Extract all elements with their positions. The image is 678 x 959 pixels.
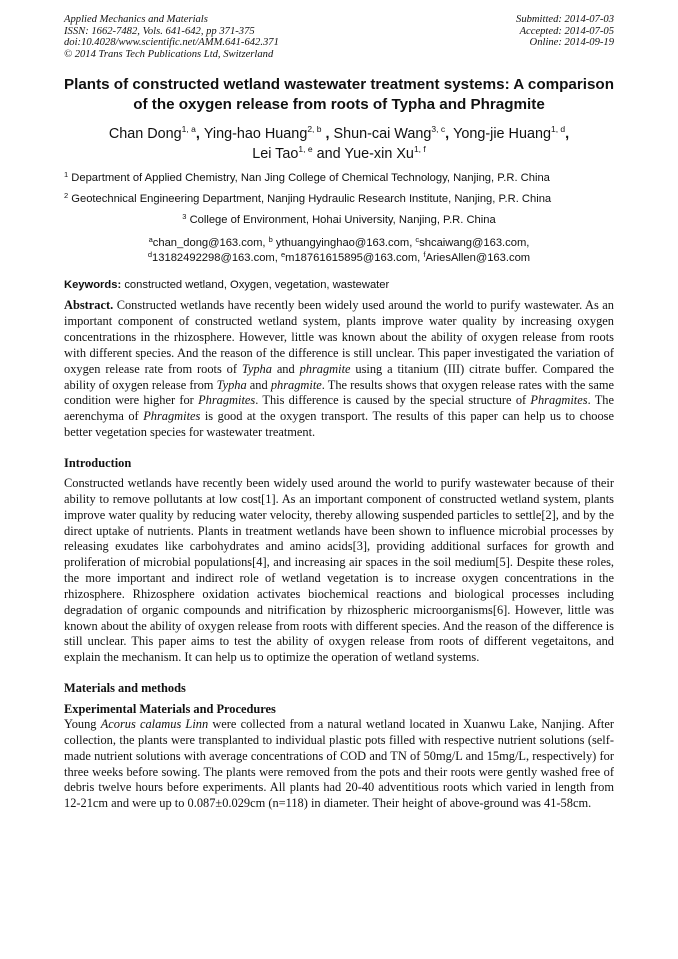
author-name: Ying-hao Huang	[203, 126, 308, 143]
introduction-heading: Introduction	[64, 455, 132, 470]
email-link[interactable]: 13182492298@163.com	[152, 252, 275, 265]
journal-info	[64, 14, 279, 60]
author-sup: 2, b	[307, 124, 322, 135]
methods-subheading: Experimental Materials and Procedures	[64, 702, 276, 717]
affiliation-2: $^2$ Geotechnical Engineering Department, Nanjing Hydraulic Research Institute, Nanjing, P.R. China	[64, 191, 552, 206]
accepted-date: Accepted: 2014-07-05	[519, 25, 614, 37]
author-sup: 1, a	[181, 124, 196, 135]
author-name: Chan Dong	[108, 126, 182, 143]
author-separator: ,	[565, 126, 570, 143]
publication-dates	[516, 14, 614, 60]
author-name: Lei Tao	[252, 146, 299, 163]
author-sup: 1, f	[413, 144, 426, 155]
online-date: Online: 2014-09-19	[529, 37, 614, 49]
journal-issn: ISSN: 1662-7482, Vols. 641-642, pp 371-375	[64, 25, 255, 37]
introduction-text: Constructed wetlands have recently been widely used around the world to purify wastewater because of their ability to remove pollutants at low cost[1]. As an important component of constructed wetland system, plants improve water quality by reducing water velocity, thereby allowing suspended particles to settle[2], and by the direct uptake of nutrients. Plants in treatment wetlands have been shown to influence microbial processes by releasing exudates like carbohydrates and amino acids[3], providing additional surfaces for growth and proliferation of microbial populations[4], and increasing air spaces in the soil medium[5]. Despite these roles, the more important and indirect role of wetland vegetation is to increase oxygen concentrations in the rhizosphere. Rhizosphere oxidation activates biochemical reactions and biological processes including degradation of organic compounds and nitrification by rhizospheric microorganisms[6]. However, little was known about the ability of oxygen release from roots with different species. And the reason of the difference is still unclear. This paper aims to test the ability of oxygen release from roots of different vegetaitons, and explain the mechanism. It can help us to optimize the operation of wetland systems.	[64, 475, 614, 665]
email-link[interactable]: m18761615895@163.com	[285, 252, 418, 265]
email-link[interactable]: shcaiwang@163.com	[419, 237, 527, 250]
email-link[interactable]: ythuangyinghao@163.com	[275, 237, 410, 250]
methods-text: Young Acorus calamus Linn were collected from a natural wetland located in Xuanwu Lake, Nanjing. After collection, the plants were transplanted to individual plastic pots filled with respective nutrient solutions (self-made nutrient solutions with average concentrations of COD and TN of 50mg/L and 15mg/L, respectively) for three weeks before sowing. The plants were removed from the pots and their roots were gently washed free of debris twelve hours before experiments. All plants had 20-40 adventitious roots which varied in length from 12-21cm and were up to 0.087±0.029cm (n=118) in diameter. Their height of above-ground was 41-58cm.	[64, 717, 614, 811]
journal-copyright: © 2014 Trans Tech Publications Ltd, Switzerland	[64, 48, 274, 60]
keywords-text: constructed wetland, Oxygen, vegetation, wastewater	[124, 279, 390, 292]
author-separator: ,	[195, 126, 204, 143]
methods-heading: Materials and methods	[64, 681, 186, 696]
author-name: Shun-cai Wang	[333, 126, 432, 143]
email-link[interactable]: chan_dong@163.com	[152, 237, 263, 250]
author-sup: 1, d	[550, 124, 566, 135]
affiliation-1: $^1$ Department of Applied Chemistry, Nan Jing College of Chemical Technology, Nanjing, P.R. China	[64, 170, 550, 185]
author-name: Yong-jie Huang	[453, 126, 551, 143]
journal-doi: doi:10.4028/www.scientific.net/AMM.641-642.371	[64, 37, 279, 49]
submitted-date: Submitted: 2014-07-03	[516, 14, 614, 25]
author-separator: ,	[445, 126, 454, 143]
author-list	[64, 124, 614, 164]
abstract: Abstract. Constructed wetlands have recently been widely used around the world to purify wastewater. As an important component of constructed wetland system, plants improve water quality by increasing oxygen concentrations in the rhizosphere. However, little was known about the ability of oxygen release from roots with different species. And the reason of the difference is still unclear. This paper investigated the variation of oxygen release rate from roots of Typha and phragmite using a titanium (III) citrate buffer. Compared the ability of oxygen release from Typha and phragmite. The results shows that oxygen release rates with the same condition were higher for Phragmites. This difference is caused by the special structure of Phragmites. The aerenchyma of Phragmites is good at the oxygen transport. The results of this paper can help us to choose better vegetation species for wastewater treatment.	[64, 298, 614, 440]
author-separator: ,	[321, 126, 334, 143]
affiliation-3: $^3$ College of Environment, Hohai University, Nanjing, P.R. China	[182, 212, 496, 227]
author-separator: and	[312, 146, 345, 163]
author-emails: $^a$chan_dong@163.com, $^b$ ythuangyinghao@163.com, $^c$shcaiwang@163.com, $^d$13182492298@163.com, $^e$m18761615895@163.com, $^f$AriesAllen@163.com	[147, 235, 531, 265]
abstract-label: Abstract.	[64, 298, 114, 313]
journal-header	[64, 14, 614, 60]
paper-title: Plants of constructed wetland wastewater treatment systems: A comparison of the oxygen release from roots of Typha and Phragmite	[64, 76, 614, 114]
author-sup: 1, e	[298, 144, 313, 155]
journal-name: Applied Mechanics and Materials	[64, 14, 208, 25]
author-sup: 3, c	[431, 124, 446, 135]
keywords	[64, 278, 614, 292]
author-name: Yue-xin Xu	[344, 146, 414, 163]
email-link[interactable]: AriesAllen@163.com	[425, 252, 531, 265]
keywords-label: Keywords:	[64, 279, 122, 292]
